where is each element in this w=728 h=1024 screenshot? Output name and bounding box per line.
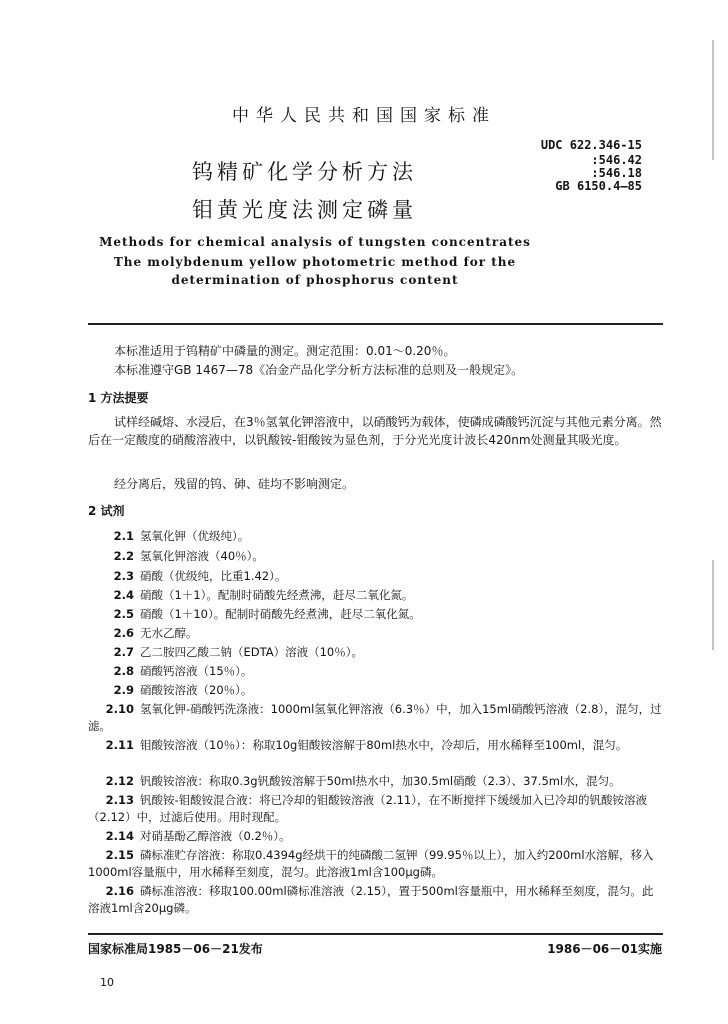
intro-compliance: 本标准遵守GB 1467—78《冶金产品化学分析方法标准的总则及一般规定》。 [114,363,524,377]
reagent-item: 2.13 钒酸铵-钼酸铵混合液：将已冷却的钼酸铵溶液（2.11），在不断搅拌下缓缓加入已冷却的钒酸铵溶液（2.12）中，过滤后使用。用时现配。 [88,793,647,824]
effective-date: 1986－06－01实施 [547,942,662,956]
reagent-item: 2.14 对硝基酚乙醇溶液（0.2％）。 [105,829,291,843]
reagent-item: 2.10 氢氧化钾-硝酸钙洗涤液：1000ml氢氧化钾溶液（6.3％）中，加入15ml硝酸钙溶液（2.8），混匀，过滤。 [88,702,662,733]
section-1-note: 经分离后，残留的钨、砷、硅均不影响测定。 [114,477,355,491]
reagent-item: 2.15 磷标准贮存溶液：称取0.4394g经烘干的纯磷酸二氢钾（99.95％以上），加入约200ml水溶解，移入1000ml容量瓶中，用水稀释至刻度，混匀。此溶液1ml含100μg磷。 [88,848,654,879]
reagent-item: 2.4 硝酸（1＋1）。配制时硝酸先经煮沸，赶尽二氧化氮。 [113,588,414,602]
udc-code-2: :546.42 [591,153,642,167]
reagent-item: 2.2 氢氧化钾溶液（40％）。 [113,549,264,563]
page-number: 10 [100,976,114,989]
header-divider [88,323,663,325]
section-1-heading: 1 方法提要 [88,391,149,405]
section-2-heading: 2 试剂 [88,504,125,518]
scan-edge-mark [712,560,714,650]
section-1-paragraph: 试样经碱熔、水浸后，在3％氢氧化钾溶液中，以硝酸钙为载体，使磷成磷酸钙沉淀与其他元素分离。然后在一定酸度的硝酸溶液中，以钒酸铵-钼酸铵为显色剂，于分光光度计波长420nm处测量其吸光度。 [88,415,662,447]
reagent-item: 2.6 无水乙醇。 [113,626,198,640]
udc-code: UDC 622.346-15 [540,138,642,152]
reagent-item: 2.7 乙二胺四乙酸二钠（EDTA）溶液（10％）。 [113,645,364,659]
reagent-item: 2.9 硝酸铵溶液（20％）。 [113,683,253,697]
standard-header: 中华人民共和国国家标准 [232,106,496,126]
reagent-item: 2.1 氢氧化钾（优级纯）。 [113,529,250,543]
reagent-item: 2.16 磷标准溶液：移取100.00ml磷标准溶液（2.15），置于500ml容量瓶中，用水稀释至刻度，混匀。此溶液1ml含20μg磷。 [88,884,654,915]
footer-divider [88,933,663,935]
udc-code-3: :546.18 [591,166,642,180]
gb-number: GB 6150.4—85 [555,179,642,193]
title-cn-line2: 钼黄光度法测定磷量 [192,198,417,222]
title-en-line2: The molybdenum yellow photometric method for the [113,255,517,269]
title-cn-line1: 钨精矿化学分析方法 [192,160,417,184]
reagent-item: 2.5 硝酸（1＋10）。配制时硝酸先经煮沸，赶尽二氧化氮。 [113,607,421,621]
title-en-line1: Methods for chemical analysis of tungsten concentrates [99,235,531,249]
scan-edge-mark [712,40,714,160]
title-en-line3: determination of phosphorus content [171,273,459,287]
reagent-item: 2.11 钼酸铵溶液（10％）：称取10g钼酸铵溶解于80ml热水中，冷却后，用水稀释至100ml，混匀。 [105,738,628,752]
intro-scope: 本标准适用于钨精矿中磷量的测定。测定范围：0.01～0.20％。 [114,344,456,358]
reagent-item: 2.3 硝酸（优级纯，比重1.42）。 [113,569,287,583]
reagent-item: 2.8 硝酸钙溶液（15％）。 [113,664,253,678]
reagent-item: 2.12 钒酸铵溶液：称取0.3g钒酸铵溶解于50ml热水中，加30.5ml硝酸（2.3）、37.5ml水，混匀。 [105,774,621,788]
issue-date: 国家标准局1985－06－21发布 [88,942,263,956]
